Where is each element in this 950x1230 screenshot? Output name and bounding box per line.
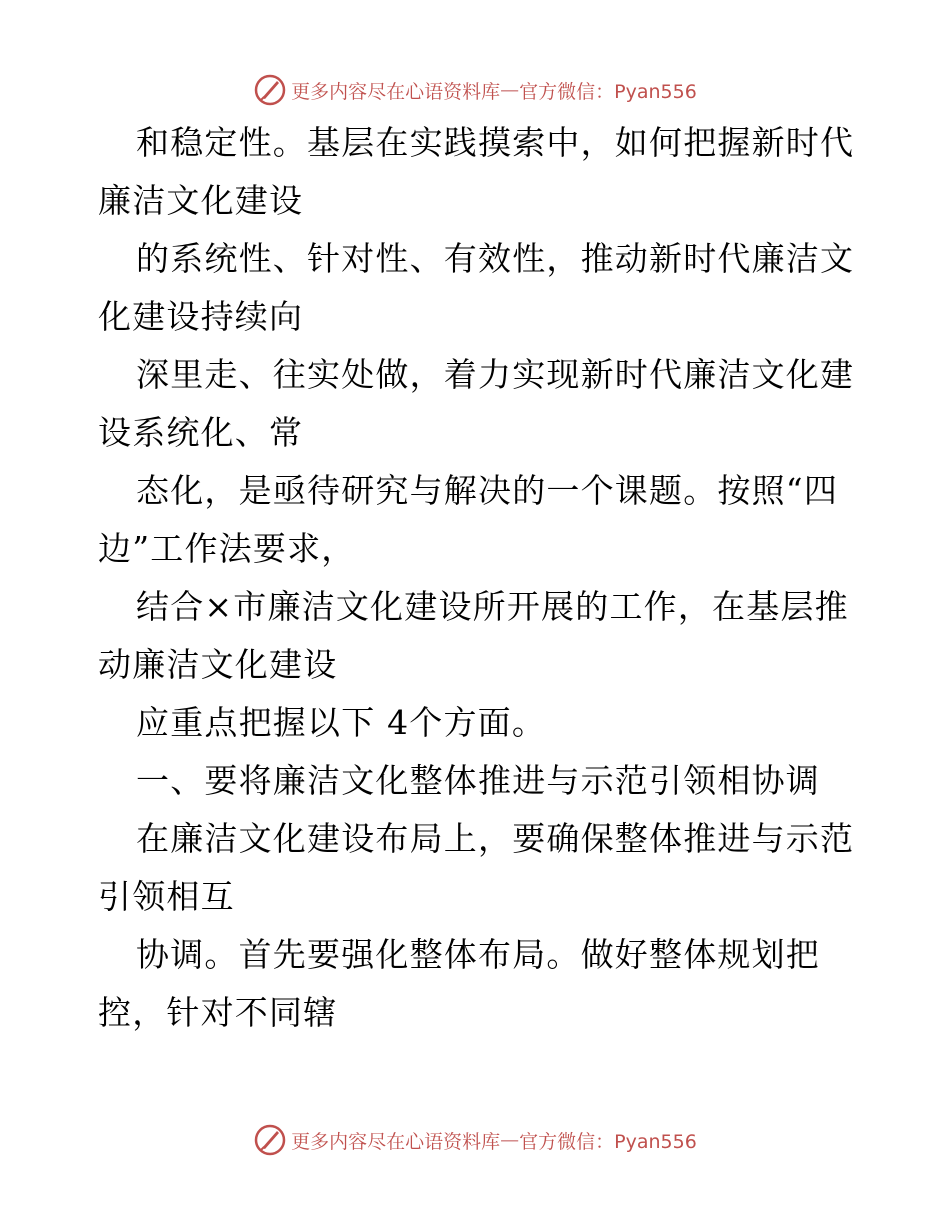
- quill-logo-icon: [253, 1123, 287, 1157]
- body-line: 结合×市廉洁文化建设所开展的工作，在基层推: [136, 587, 849, 626]
- body-line: 协调。首先要强化整体布局。做好整体规划把: [136, 935, 820, 974]
- body-line: 引领相互: [98, 877, 235, 916]
- watermark-dash: —: [500, 1129, 520, 1151]
- body-line: 的系统性、针对性、有效性，推动新时代廉洁文: [136, 239, 855, 278]
- body-line: 控，针对不同辖: [98, 993, 338, 1032]
- body-line: 深里走、往实处做，着力实现新时代廉洁文化建: [136, 355, 855, 394]
- document-body: [98, 124, 858, 1052]
- body-line: 和稳定性。基层在实践摸索中，如何把握新时代: [136, 123, 855, 162]
- footer-watermark: [0, 1120, 950, 1160]
- body-line: 廉洁文化建设: [98, 181, 304, 220]
- watermark-text: 更多内容尽在心语资料库: [291, 80, 501, 103]
- body-line: 在廉洁文化建设布局上，要确保整体推进与示范: [136, 819, 855, 858]
- watermark-dash: —: [500, 79, 520, 101]
- body-line: 动廉洁文化建设: [98, 645, 338, 684]
- watermark-account: 官方微信：Pyan556: [519, 1130, 697, 1153]
- watermark-account: 官方微信：Pyan556: [519, 80, 697, 103]
- body-line: 设系统化、常: [98, 413, 304, 452]
- body-line: 态化，是亟待研究与解决的一个课题。按照“四: [136, 471, 839, 510]
- header-watermark: [0, 70, 950, 110]
- body-line: 化建设持续向: [98, 297, 304, 336]
- body-line: 边”工作法要求，: [98, 529, 356, 568]
- watermark-text: 更多内容尽在心语资料库: [291, 1130, 501, 1153]
- body-line: 应重点把握以下 4个方面。: [136, 703, 547, 742]
- quill-logo-icon: [253, 73, 287, 107]
- section-heading: 一、要将廉洁文化整体推进与示范引领相协调: [136, 761, 820, 800]
